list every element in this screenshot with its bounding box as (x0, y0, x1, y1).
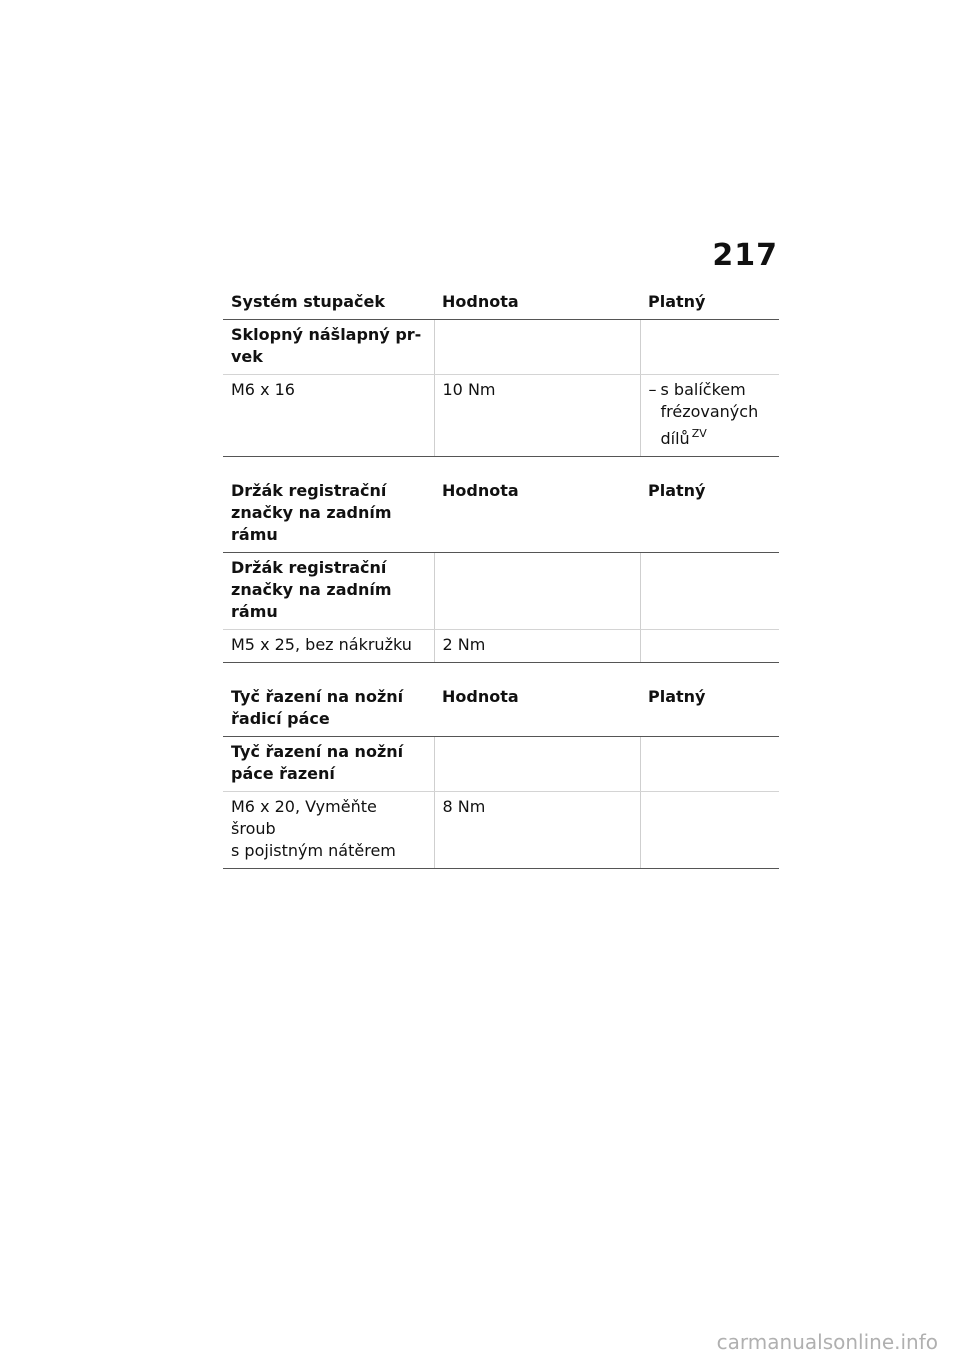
header-value: Hodnota (434, 477, 640, 553)
item-cell: M6 x 16 (223, 375, 434, 457)
table-header-row (223, 288, 779, 320)
table-section-row (223, 737, 779, 792)
table-header-row (223, 477, 779, 553)
section-label: Držák registrační značky na zadním rámu (223, 553, 434, 630)
value-cell: 8 Nm (434, 792, 640, 869)
header-system: Systém stupaček (223, 288, 434, 320)
table-header-row (223, 683, 779, 737)
torque-table-footrests (223, 288, 779, 457)
header-value: Hodnota (434, 288, 640, 320)
condition-text: s balíčkem frézovaných dílů (660, 380, 759, 448)
condition-cell (640, 375, 779, 457)
value-cell: 2 Nm (434, 630, 640, 663)
header-valid: Platný (640, 477, 779, 553)
torque-table-shift-rod (223, 683, 779, 869)
torque-table-license-plate-holder (223, 477, 779, 663)
condition-cell (640, 630, 779, 663)
section-empty-cell (434, 553, 640, 630)
footer-watermark: carmanualsonline.info (716, 1330, 938, 1354)
section-empty-cell (640, 320, 779, 375)
section-empty-cell (434, 737, 640, 792)
section-empty-cell (640, 553, 779, 630)
header-value: Hodnota (434, 683, 640, 737)
table-section-row (223, 320, 779, 375)
header-system: Držák registrační značky na zadním rámu (223, 477, 434, 553)
item-line: šroub (231, 819, 276, 838)
table-section-row (223, 553, 779, 630)
condition-superscript: ZV (691, 427, 707, 440)
header-valid: Platný (640, 288, 779, 320)
header-valid: Platný (640, 683, 779, 737)
condition-cell (640, 792, 779, 869)
section-empty-cell (434, 320, 640, 375)
section-label: Sklopný nášlapný pr-vek (223, 320, 434, 375)
condition-dash: – (648, 380, 657, 399)
condition-entry (649, 379, 772, 450)
header-system: Tyč řazení na nožní řadicí páce (223, 683, 434, 737)
section-empty-cell (640, 737, 779, 792)
torque-tables (223, 288, 779, 869)
table-row (223, 630, 779, 663)
item-line: M6 x 20, Vyměňte (231, 797, 377, 816)
item-line: s pojistným nátěrem (231, 841, 396, 860)
value-cell: 10 Nm (434, 375, 640, 457)
table-row (223, 375, 779, 457)
section-label: Tyč řazení na nožní páce řazení (223, 737, 434, 792)
item-cell: M5 x 25, bez nákružku (223, 630, 434, 663)
item-cell (223, 792, 434, 869)
table-row (223, 792, 779, 869)
page-number: 217 (712, 238, 778, 273)
